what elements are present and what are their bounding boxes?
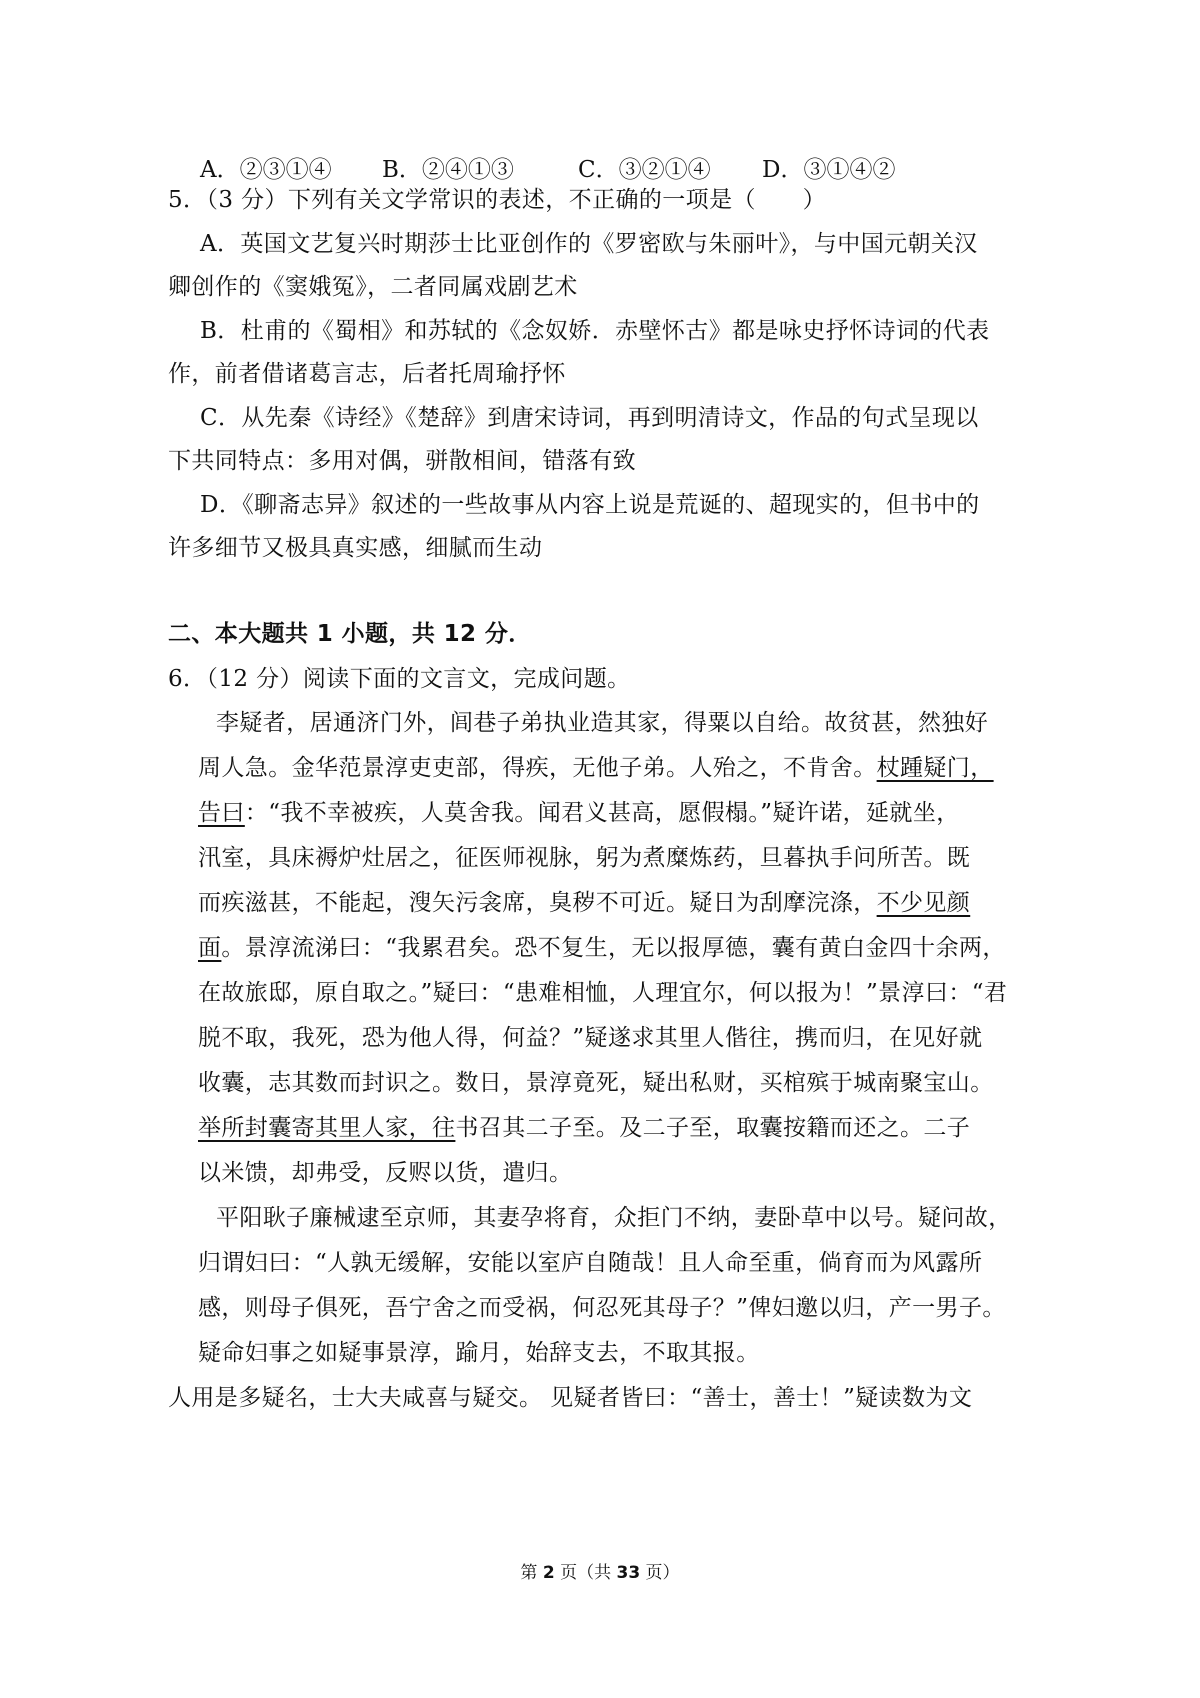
page-footer bbox=[0, 1562, 1200, 1584]
q5-option-d-line2: 许多细节又极具真实感，细腻而生动 bbox=[168, 535, 543, 561]
passage-line bbox=[198, 933, 1006, 963]
passage-line bbox=[198, 888, 970, 918]
passage-text: 周人急。金华范景淳吏吏部，得疾，无他子弟。人殆之，不肯舍。 bbox=[198, 755, 877, 781]
q4-option-c: C．③②①④ bbox=[578, 157, 711, 183]
passage-text: 。景淳流涕曰：“我累君矣。恐不复生，无以报厚德，囊有黄白金四十余两， bbox=[221, 935, 1006, 961]
section-heading: 二、本大题共 1 小题，共 12 分． bbox=[168, 621, 532, 647]
q4-option-d: D．③①④② bbox=[762, 157, 896, 183]
q5-option-c-line1: C．从先秦《诗经》《楚辞》到唐宋诗词，再到明清诗文，作品的句式呈现以 bbox=[200, 405, 979, 431]
footer-mid: 页（共 bbox=[554, 1563, 617, 1583]
passage-line: 归谓妇曰：“人孰无缓解，安能以室庐自随哉！且人命至重，倘育而为风露所 bbox=[198, 1250, 983, 1276]
q5-stem: 5．（3 分）下列有关文学常识的表述，不正确的一项是（ ） bbox=[168, 187, 827, 213]
q5-option-c-line2: 下共同特点：多用对偶，骈散相间，错落有致 bbox=[168, 448, 636, 474]
passage-line: 李疑者，居通济门外，闾巷子弟执业造其家，得粟以自给。故贫甚，然独好 bbox=[216, 710, 989, 736]
passage-text: 而疾滋甚，不能起，溲矢污衾席，臭秽不可近。疑日为刮摩浣涤， bbox=[198, 890, 877, 916]
q4-option-b: B．②④①③ bbox=[382, 157, 514, 183]
q5-option-a-line1: A．英国文艺复兴时期莎士比亚创作的《罗密欧与朱丽叶》，与中国元朝关汉 bbox=[200, 231, 978, 257]
q4-option-a: A．②③①④ bbox=[200, 157, 332, 183]
passage-line bbox=[198, 1113, 970, 1143]
current-page-number: 2 bbox=[542, 1563, 555, 1583]
passage-line: 脱不取，我死，恐为他人得，何益？”疑遂求其里人偕往，携而归，在见好就 bbox=[198, 1025, 983, 1051]
underlined-phrase: 不少见颜 bbox=[876, 890, 971, 916]
underlined-phrase: 告曰 bbox=[198, 800, 245, 826]
footer-prefix: 第 bbox=[520, 1563, 543, 1583]
passage-text: ：“我不幸被疾，人莫舍我。闻君义甚高，愿假榻。”疑许诺，延就坐， bbox=[244, 800, 960, 826]
q6-stem: 6．（12 分）阅读下面的文言文，完成问题。 bbox=[168, 666, 631, 692]
passage-line bbox=[198, 753, 994, 783]
underlined-phrase: 杖踵疑门， bbox=[876, 755, 994, 781]
q5-option-b-line1: B．杜甫的《蜀相》和苏轼的《念奴娇．赤壁怀古》都是咏史抒怀诗词的代表 bbox=[200, 318, 990, 344]
total-pages-number: 33 bbox=[616, 1563, 641, 1583]
passage-line: 以米馈，却弗受，反赆以货，遣归。 bbox=[198, 1160, 573, 1186]
passage-line: 汛室，具床褥炉灶居之，征医师视脉，躬为煮糜炼药，旦暮执手问所苦。既 bbox=[198, 845, 971, 871]
passage-line: 收囊，志其数而封识之。数日，景淳竟死，疑出私财，买棺殡于城南聚宝山。 bbox=[198, 1070, 994, 1096]
passage-line: 疑命妇事之如疑事景淳，踰月，始辞支去，不取其报。 bbox=[198, 1340, 760, 1366]
passage-line: 在故旅邸，原自取之。”疑曰：“患难相恤，人理宜尔，何以报为！”景淳曰：“君 bbox=[198, 980, 1008, 1006]
footer-suffix: 页） bbox=[640, 1563, 680, 1583]
passage-line: 人用是多疑名，士大夫咸喜与疑交。 见疑者皆曰：“善士，善士！”疑读数为文 bbox=[168, 1385, 973, 1411]
passage-line: 感，则母子俱死，吾宁舍之而受祸，何忍死其母子？”俾妇邀以归，产一男子。 bbox=[198, 1295, 1006, 1321]
underlined-phrase: 举所封囊寄其里人家，往 bbox=[198, 1115, 456, 1141]
q5-option-a-line2: 卿创作的《窦娥冤》，二者同属戏剧艺术 bbox=[168, 274, 578, 300]
underlined-phrase: 面 bbox=[198, 935, 222, 961]
passage-line bbox=[198, 798, 960, 828]
passage-line: 平阳耿子廉械逮至京师，其妻孕将育，众拒门不纳，妻卧草中以号。疑问故， bbox=[216, 1205, 1012, 1231]
q5-option-d-line1: D．《聊斋志异》叙述的一些故事从内容上说是荒诞的、超现实的，但书中的 bbox=[200, 492, 980, 518]
passage-text: 书召其二子至。及二子至，取囊按籍而还之。二子 bbox=[455, 1115, 971, 1141]
q5-option-b-line2: 作，前者借诸葛言志，后者托周瑜抒怀 bbox=[168, 361, 566, 387]
